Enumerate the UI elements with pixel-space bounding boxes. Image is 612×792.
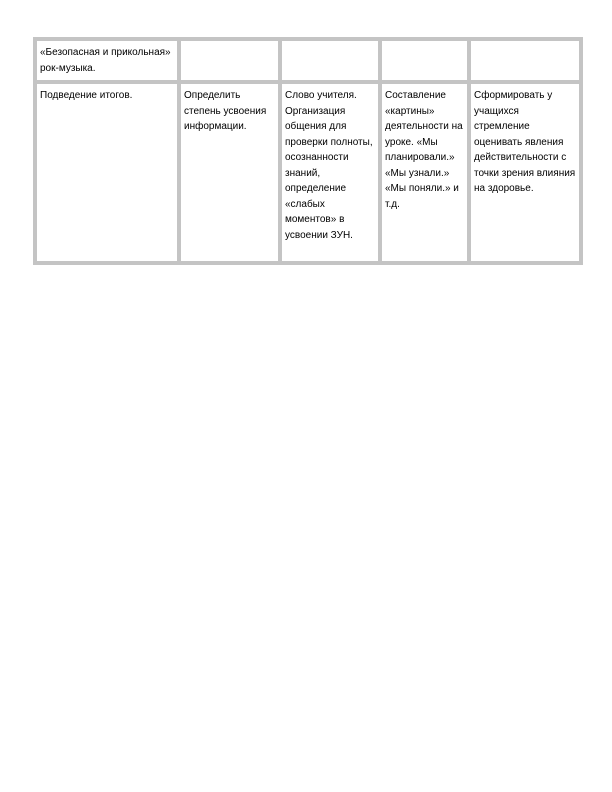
table-row bbox=[35, 39, 581, 82]
table-cell bbox=[380, 39, 469, 82]
table-cell bbox=[179, 39, 280, 82]
table-row bbox=[35, 82, 581, 263]
table-cell bbox=[469, 82, 581, 263]
cell-text: Составление «картины» деятельности на уроке. «Мы планировали.» «Мы узнали.» «Мы поняли.» и т.д. bbox=[385, 90, 463, 210]
cell-text: Подведение итогов. bbox=[40, 90, 133, 101]
cell-text: «Безопасная и прикольная» рок-музыка. bbox=[40, 47, 171, 74]
cell-text: Определить степень усвоения информации. bbox=[184, 90, 267, 132]
table-cell bbox=[280, 39, 380, 82]
cell-text: Слово учителя. Организация общения для проверки полноты, осознанности знаний, определение «слабых моментов» в усвоении ЗУН. bbox=[285, 90, 373, 241]
table-cell bbox=[35, 39, 179, 82]
cell-text: Сформировать у учащихся стремление оценивать явления действительности с точки зрения влияния на здоровье. bbox=[474, 90, 576, 194]
table-cell bbox=[280, 82, 380, 263]
lesson-plan-table bbox=[33, 37, 583, 265]
table-cell bbox=[35, 82, 179, 263]
table-cell bbox=[469, 39, 581, 82]
table-cell bbox=[179, 82, 280, 263]
table-cell bbox=[380, 82, 469, 263]
